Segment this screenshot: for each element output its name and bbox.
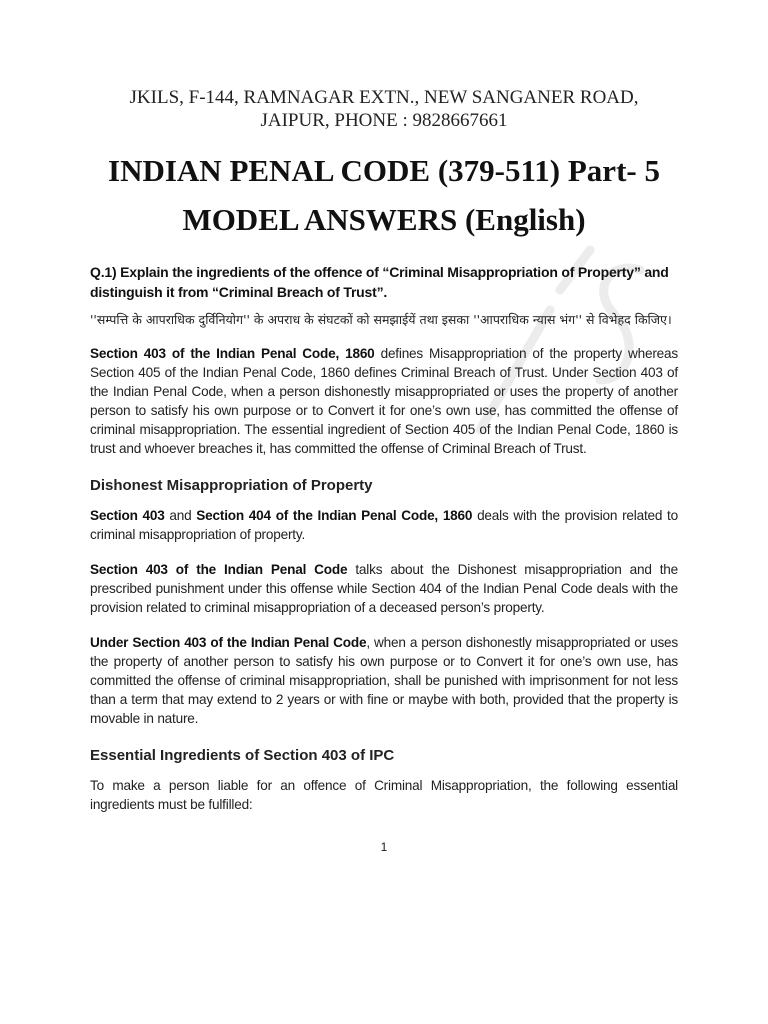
text: and [164,508,197,523]
question: Q.1) Explain the ingredients of the offence of “Criminal Misappropriation of Property” and distinguish it from “Criminal Breach of Trust”. [90,264,669,300]
section-heading: Essential Ingredients of Section 403 of IPC [90,747,395,764]
paragraph-5: To make a person liable for an offence of Criminal Misappropriation, the following essential ingredients must be fulfilled: [90,778,678,812]
text: defines Misappropriation of the property whereas [374,346,678,361]
institute-address [60,86,708,132]
paragraph-2 [90,506,678,544]
bold-text: Under Section 403 of the Indian Penal Code [90,635,367,650]
bold-text: Section 403 [90,508,165,523]
title-line-2: MODEL ANSWERS (English) [182,202,586,237]
document-title [40,146,728,244]
section-heading: Dishonest Misappropriation of Property [90,477,373,494]
paragraph-1 [90,344,678,458]
address-line-2: JAIPUR, PHONE : 9828667661 [260,110,508,131]
bold-text: Section 403 of the Indian Penal Code, 1860 [90,346,375,361]
text: Section 405 [90,365,161,380]
text: , when a person dishonestly misappropriated or uses the property of another person to satisfy his own purpose or to Convert it for one’s own use, has committed the offense of criminal misappropriation, shall be punished with imprisonment for not less than a term that may extend to 2 years or with fine or maybe with both, provided that the property is movable in nature. [90,635,679,726]
paragraph-4 [90,633,678,728]
paragraph-3 [90,560,678,617]
address-line-1: JKILS, F-144, RAMNAGAR EXTN., NEW SANGANER ROAD, [129,87,639,108]
title-line-1: INDIAN PENAL CODE (379-511) Part- 5 [108,153,660,188]
bold-text: Section 404 of the Indian Penal Code, 1860 [196,508,473,523]
question-hindi: ''सम्पत्ति के आपराधिक दुर्विनियोग'' के अपराध के संघटकों को समझाईयें तथा इसका ''आपराधिक न्यास भंग'' से विभेहद किजिए। [90,312,672,327]
text: talks about the Dishonest misappropriation and the prescribed punishment under this offense while Section 404 of the Indian Penal Code deals with the provision related to criminal misappropriation of a deceased person’s property. [90,562,678,615]
page-number: 1 [380,840,388,854]
text: deals with the provision related to criminal misappropriation of property. [90,508,678,542]
text: of the Indian Penal Code, 1860 defines Criminal Breach of Trust. Under Section 403 of the Indian Penal Code, when a person dishonestly misappropriated or uses the property of another person to satisfy his own purpose or to Convert it for one’s own use, has committed the offense of criminal misappropriation. The essential ingredient of Section 405 of the Indian Penal Code, 1860 is trust and whoever breaches it, has committed the offense of Criminal Breach of Trust. [90,365,678,456]
bold-text: Section 403 of the Indian Penal Code [90,562,348,577]
